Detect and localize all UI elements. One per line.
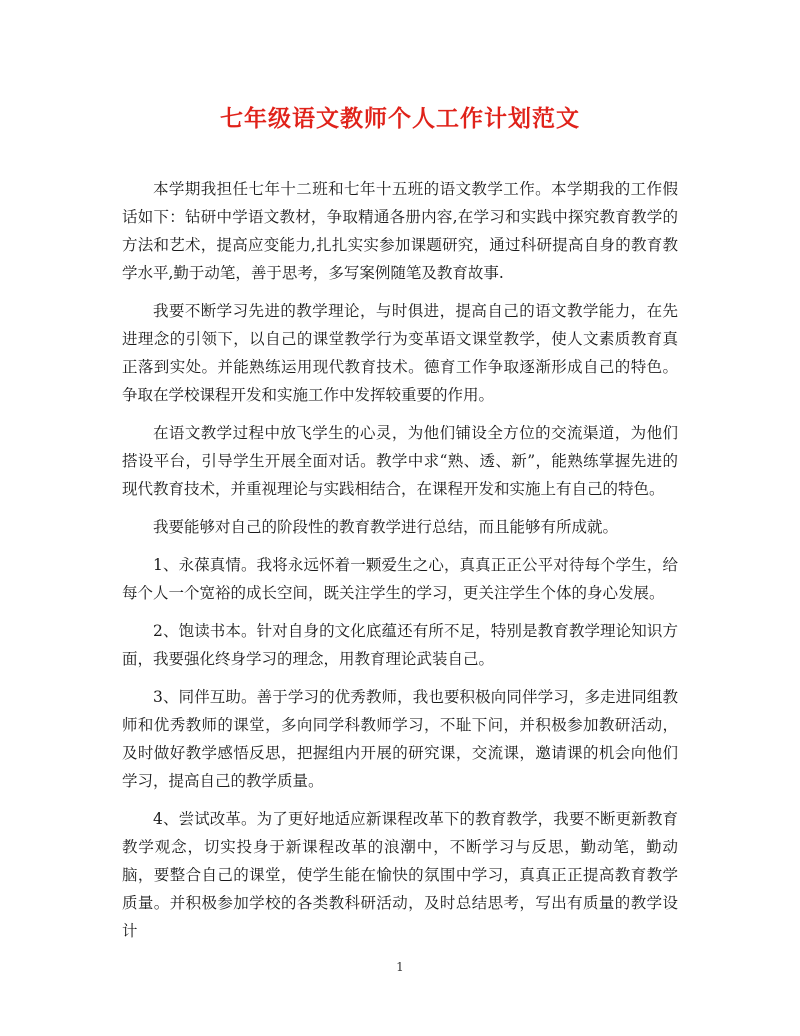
paragraph-item-2: 2、饱读书本。针对自身的文化底蕴还有所不足，特别是教育教学理论知识方面，我要强化终身学习的理念，用教育理论武装自己。 bbox=[122, 622, 678, 668]
document-body bbox=[122, 175, 678, 955]
paragraph-theory: 我要不断学习先进的教学理论，与时俱进，提高自己的语文教学能力，在先进理念的引领下，以自己的课堂教学行为变革语文课堂教学，使人文素质教育真正落到实处。并能熟练运用现代教育技术。德育工作争取逐渐形成自己的特色。争取在学校课程开发和实施工作中发挥较重要的作用。 bbox=[122, 302, 678, 404]
page-number: 1 bbox=[396, 960, 404, 974]
document-title: 七年级语文教师个人工作计划范文 bbox=[220, 105, 580, 132]
paragraph-intro: 本学期我担任七年十二班和七年十五班的语文教学工作。本学期我的工作假话如下：钻研中学语文教材，争取精通各册内容,在学习和实践中探究教育教学的方法和艺术，提高应变能力,扎扎实实参加课题研究，通过科研提高自身的教育教学水平,勤于动笔，善于思考，多写案例随笔及教育故事. bbox=[122, 180, 678, 282]
paragraph-item-1: 1、永葆真情。我将永远怀着一颗爱生之心，真真正正公平对待每个学生，给每个人一个宽裕的成长空间，既关注学生的学习，更关注学生个体的身心发展。 bbox=[122, 556, 678, 602]
paragraph-item-4: 4、尝试改革。为了更好地适应新课程改革下的教育教学，我要不断更新教育教学观念，切实投身于新课程改革的浪潮中，不断学习与反思，勤动笔，勤动脑，要整合自己的课堂，使学生能在愉快的氛围中学习，真真正正提高教育教学质量。并积极参加学校的各类教科研活动，及时总结思考，写出有质量的教学设计 bbox=[122, 810, 678, 940]
paragraph-item-3: 3、同伴互助。善于学习的优秀教师，我也要积极向同伴学习，多走进同组教师和优秀教师的课堂，多向同学科教师学习，不耻下问，并积极参加教研活动，及时做好教学感悟反思，把握组内开展的研究课，交流课，邀请课的机会向他们学习，提高自己的教学质量。 bbox=[122, 688, 678, 790]
paragraph-summary: 我要能够对自己的阶段性的教育教学进行总结，而且能够有所成就。 bbox=[153, 518, 619, 536]
paragraph-teaching-process: 在语文教学过程中放飞学生的心灵，为他们铺设全方位的交流渠道，为他们搭设平台，引导学生开展全面对话。教学中求“熟、透、新”，能熟练掌握先进的现代教育技术，并重视理论与实践相结合，在课程开发和实施上有自己的特色。 bbox=[122, 424, 678, 498]
